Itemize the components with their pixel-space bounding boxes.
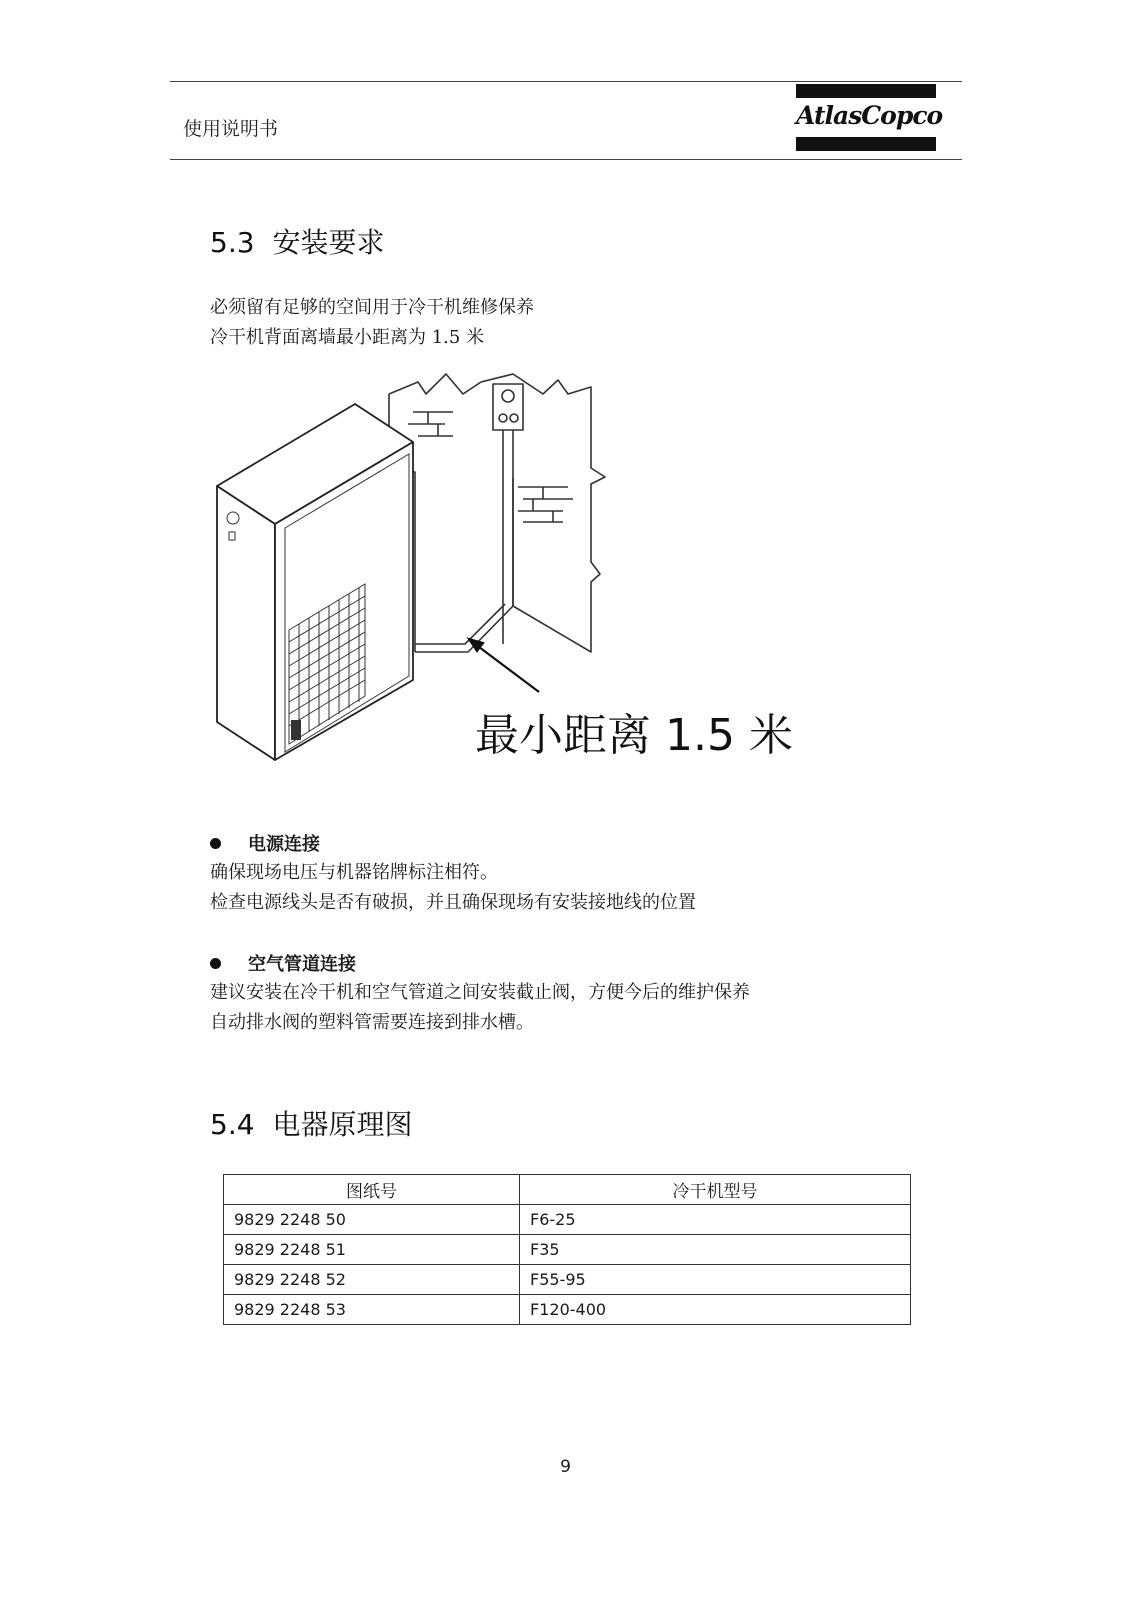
column-header-model: 冷干机型号 — [520, 1175, 911, 1205]
logo-bar-top — [796, 84, 936, 98]
drawing-number-cell: 9829 2248 51 — [224, 1235, 520, 1265]
model-cell: F120-400 — [520, 1295, 911, 1325]
table-row — [224, 1265, 911, 1295]
drawing-number-cell: 9829 2248 53 — [224, 1295, 520, 1325]
column-header-drawing-number: 图纸号 — [224, 1175, 520, 1205]
clearance-label: 最小距离 1.5 米 — [475, 710, 793, 761]
grille-dark-patch — [291, 720, 301, 740]
table-row — [224, 1235, 911, 1265]
model-cell: F35 — [520, 1235, 911, 1265]
install-requirements-text — [210, 293, 534, 353]
section-5-3-heading — [210, 221, 385, 261]
page-number: 9 — [560, 1457, 571, 1477]
header-title: 使用说明书 — [183, 118, 279, 140]
section-title: 电器原理图 — [272, 1108, 413, 1141]
header-bottom-rule — [170, 159, 962, 160]
atlas-copco-logo — [796, 83, 943, 153]
bullet-heading-text: 电源连接 — [248, 834, 320, 855]
bullet-dot — [210, 838, 221, 849]
text-line: 自动排水阀的塑料管需要连接到排水槽。 — [210, 1012, 534, 1033]
power-connection-heading — [210, 830, 320, 856]
logo-bar-bottom — [796, 137, 936, 151]
table-header-row — [224, 1175, 911, 1205]
air-pipe-text — [210, 978, 750, 1038]
section-5-4-heading — [210, 1103, 413, 1143]
bullet-dot — [210, 958, 221, 969]
air-pipe-heading — [210, 950, 356, 976]
section-number: 5.4 — [210, 1108, 255, 1141]
model-cell: F6-25 — [520, 1205, 911, 1235]
power-connection-text — [210, 858, 696, 918]
text-line: 冷干机背面离墙最小距离为 1.5 米 — [210, 327, 485, 348]
logo-text: AtlasCopco — [796, 101, 943, 130]
text-line: 建议安装在冷干机和空气管道之间安装截止阀，方便今后的维护保养 — [210, 982, 750, 1003]
drawing-number-cell: 9829 2248 50 — [224, 1205, 520, 1235]
model-cell: F55-95 — [520, 1265, 911, 1295]
text-line: 检查电源线头是否有破损，并且确保现场有安装接地线的位置 — [210, 892, 696, 913]
header-top-rule — [170, 81, 962, 82]
table-row — [224, 1205, 911, 1235]
drawing-number-cell: 9829 2248 52 — [224, 1265, 520, 1295]
table-row — [224, 1295, 911, 1325]
text-line: 必须留有足够的空间用于冷干机维修保养 — [210, 297, 534, 318]
section-number: 5.3 — [210, 226, 255, 259]
installation-clearance-illustration — [213, 352, 813, 792]
wiring-diagram-table — [223, 1174, 911, 1325]
bullet-heading-text: 空气管道连接 — [248, 954, 356, 975]
text-line: 确保现场电压与机器铭牌标注相符。 — [210, 862, 498, 883]
section-title: 安装要求 — [272, 226, 385, 259]
